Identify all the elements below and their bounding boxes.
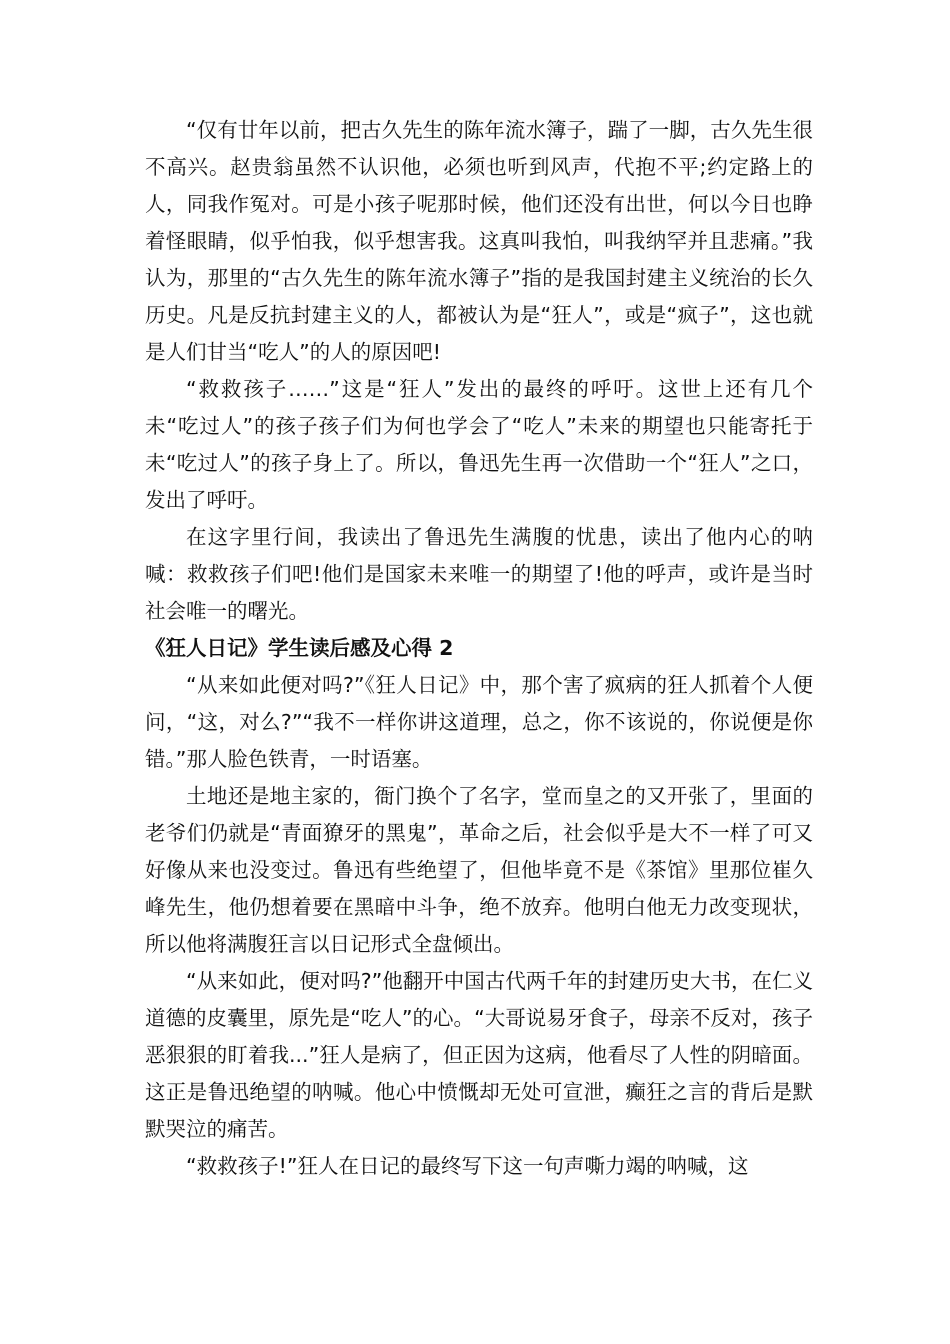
paragraph: “救救孩子!”狂人在日记的最终写下这一句声嘶力竭的呐喊，这 [186, 1154, 749, 1178]
document-page [145, 112, 813, 1185]
paragraph: “从来如此，便对吗?”他翻开中国古代两千年的封建历史大书，在仁义道德的皮囊里，原先是“吃人”的心。“大哥说易牙食子，母亲不反对，孩子恶狠狠的盯着我...”狂人是病了，但正因为这病，他看尽了人性的阴暗面。这正是鲁迅绝望的呐喊。他心中愤慨却无处可宣泄，癫狂之言的背后是默默哭泣的痛苦。 [145, 969, 813, 1141]
paragraph: “救救孩子……”这是“狂人”发出的最终的呼吁。这世上还有几个未“吃过人”的孩子孩子们为何也学会了“吃人”未来的期望也只能寄托于未“吃过人”的孩子身上了。所以，鲁迅先生再一次借助一个“狂人”之口，发出了呼吁。 [145, 377, 813, 512]
section-heading: 《狂人日记》学生读后感及心得 2 [145, 636, 454, 660]
paragraph: “仅有廿年以前，把古久先生的陈年流水簿子，踹了一脚，古久先生很不高兴。赵贵翁虽然不认识他，必须也听到风声，代抱不平;约定路上的人，同我作冤对。可是小孩子呢那时候，他们还没有出世，何以今日也睁着怪眼睛，似乎怕我，似乎想害我。这真叫我怕，叫我纳罕并且悲痛。”我认为，那里的“古久先生的陈年流水簿子”指的是我国封建主义统治的长久历史。凡是反抗封建主义的人，都被认为是“狂人”，或是“疯子”，这也就是人们甘当“吃人”的人的原因吧! [145, 118, 813, 364]
paragraph: 土地还是地主家的，衙门换个了名字，堂而皇之的又开张了，里面的老爷们仍就是“青面獠牙的黑鬼”，革命之后，社会似乎是大不一样了可又好像从来也没变过。鲁迅有些绝望了，但他毕竟不是《茶馆》里那位崔久峰先生，他仍想着要在黑暗中斗争，绝不放弃。他明白他无力改变现状，所以他将满腹狂言以日记形式全盘倾出。 [145, 784, 813, 956]
paragraph: “从来如此便对吗?”《狂人日记》中，那个害了疯病的狂人抓着个人便问，“这，对么?”“我不一样你讲这道理，总之，你不该说的，你说便是你错。”那人脸色铁青，一时语塞。 [145, 673, 813, 771]
paragraph: 在这字里行间，我读出了鲁迅先生满腹的忧患，读出了他内心的呐喊：救救孩子们吧!他们是国家未来唯一的期望了!他的呼声，或许是当时社会唯一的曙光。 [145, 525, 813, 623]
